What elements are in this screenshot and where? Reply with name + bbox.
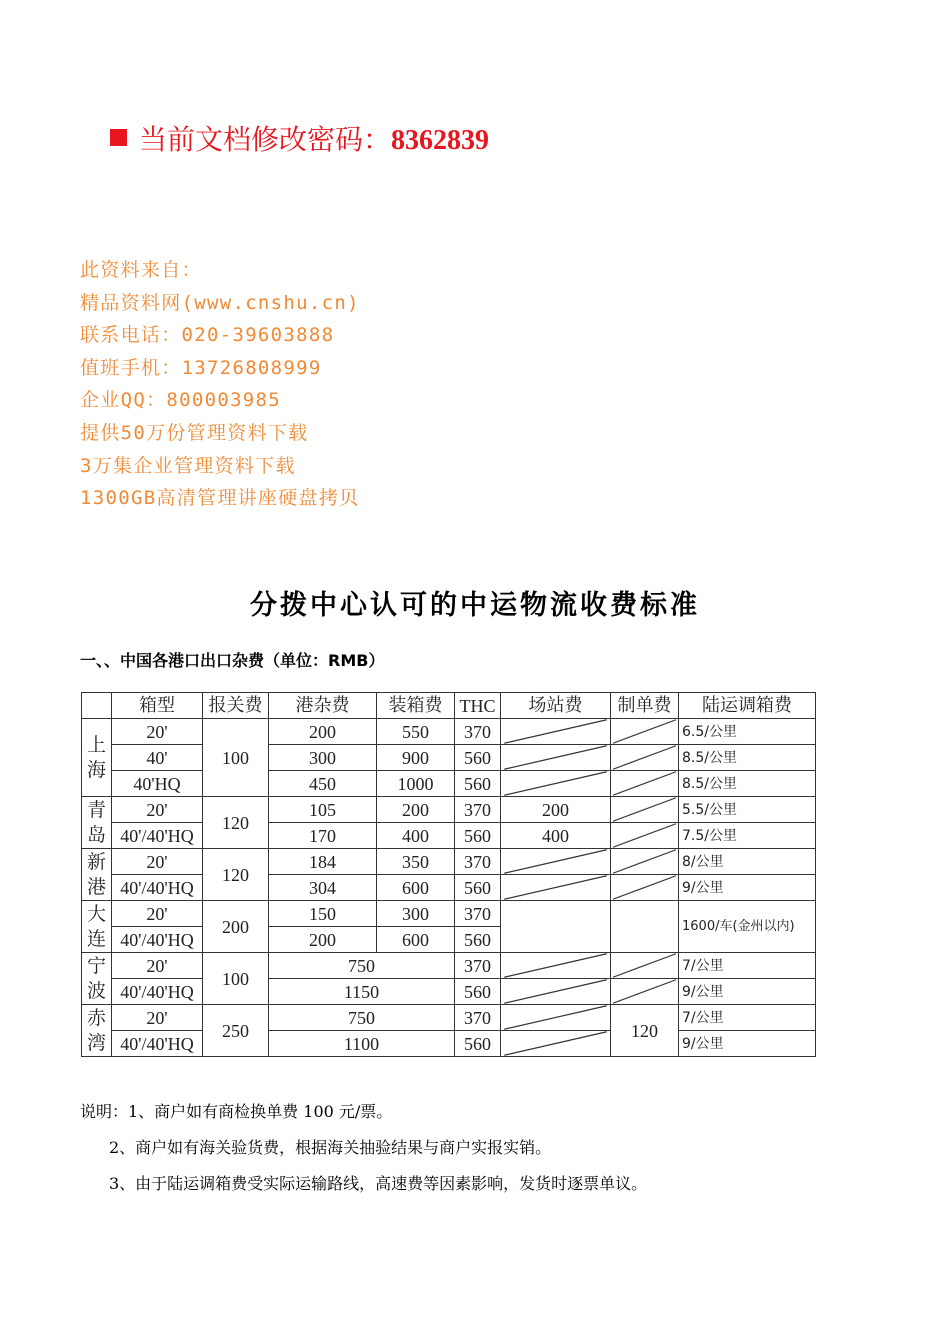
cell-land: 9/公里 — [679, 979, 816, 1005]
cell-land: 9/公里 — [679, 875, 816, 901]
cell-thc: 560 — [455, 875, 501, 901]
cell-packing: 900 — [377, 745, 455, 771]
cell-packing: 550 — [377, 719, 455, 745]
table-row — [82, 901, 816, 927]
note-line: 2、商户如有海关验货费，根据海关抽验结果与商户实报实销。 — [109, 1138, 552, 1157]
cell-combined-fee: 1100 — [269, 1031, 455, 1057]
cell-type: 40'/40'HQ — [112, 823, 203, 849]
cell-thc: 370 — [455, 1005, 501, 1031]
cell-land: 9/公里 — [679, 1031, 816, 1057]
notes — [80, 1094, 647, 1202]
document-title: 分拨中心认可的中运物流收费标准 — [250, 590, 700, 621]
cell-combined-fee: 1150 — [269, 979, 455, 1005]
table-row — [82, 1031, 816, 1057]
header-thc: THC — [455, 693, 501, 719]
cell-combined-fee: 750 — [269, 1005, 455, 1031]
cell-thc: 370 — [455, 901, 501, 927]
cell-land: 6.5/公里 — [679, 719, 816, 745]
fee-table — [81, 692, 816, 1057]
cell-type: 20' — [112, 849, 203, 875]
red-square-icon — [110, 129, 127, 146]
cell-port-fee: 105 — [269, 797, 377, 823]
diagonal-empty-cell — [611, 797, 679, 823]
note-line: 说明：1、商户如有商检换单费 100 元/票。 — [80, 1102, 393, 1121]
cell-land: 5.5/公里 — [679, 797, 816, 823]
cell-port-fee: 150 — [269, 901, 377, 927]
cell-packing: 200 — [377, 797, 455, 823]
cell-thc: 560 — [455, 823, 501, 849]
cell-thc: 560 — [455, 927, 501, 953]
cell-land: 7/公里 — [679, 1005, 816, 1031]
cell-customs: 100 — [203, 953, 269, 1005]
port-name-qingdao: 青岛 — [82, 797, 112, 849]
diagonal-empty-cell — [611, 719, 679, 745]
source-line: 3万集企业管理资料下载 — [80, 454, 296, 477]
source-line: 精品资料网(www.cnshu.cn) — [80, 291, 360, 314]
cell-type: 40'/40'HQ — [112, 927, 203, 953]
header-doc-fee: 制单费 — [611, 693, 679, 719]
diagonal-empty-cell — [611, 953, 679, 979]
table-row — [82, 979, 816, 1005]
password-label: 当前文档修改密码： — [139, 123, 392, 156]
diagonal-empty-cell — [611, 875, 679, 901]
source-info — [80, 254, 360, 515]
cell-customs: 200 — [203, 901, 269, 953]
source-line: 企业QQ：800003985 — [80, 389, 282, 412]
cell-type: 20' — [112, 953, 203, 979]
diagonal-empty-cell — [611, 771, 679, 797]
port-name-chiwan: 赤湾 — [82, 1005, 112, 1057]
header-station-fee: 场站费 — [501, 693, 611, 719]
diagonal-empty-cell — [501, 875, 611, 901]
cell-customs: 120 — [203, 849, 269, 901]
cell-thc: 370 — [455, 719, 501, 745]
cell-station: 400 — [501, 823, 611, 849]
password-code: 8362839 — [391, 125, 490, 156]
diagonal-empty-cell — [501, 771, 611, 797]
cell-type: 20' — [112, 901, 203, 927]
cell-type: 20' — [112, 719, 203, 745]
cell-customs: 100 — [203, 719, 269, 797]
cell-port-fee: 304 — [269, 875, 377, 901]
header-land-fee: 陆运调箱费 — [679, 693, 816, 719]
cell-type: 20' — [112, 1005, 203, 1031]
diagonal-empty-cell — [501, 1005, 611, 1031]
diagonal-empty-cell — [501, 719, 611, 745]
header-container-type: 箱型 — [112, 693, 203, 719]
source-line: 此资料来自： — [80, 259, 202, 281]
cell-packing: 600 — [377, 927, 455, 953]
cell-station: 200 — [501, 797, 611, 823]
table-row — [82, 771, 816, 797]
cell-land: 7.5/公里 — [679, 823, 816, 849]
cell-type: 40'/40'HQ — [112, 979, 203, 1005]
diagonal-empty-cell — [611, 979, 679, 1005]
table-row — [82, 849, 816, 875]
cell-packing: 300 — [377, 901, 455, 927]
source-line: 联系电话：020-39603888 — [80, 324, 335, 347]
cell-packing: 400 — [377, 823, 455, 849]
cell-packing: 600 — [377, 875, 455, 901]
cell-port-fee: 200 — [269, 719, 377, 745]
diagonal-empty-cell — [611, 823, 679, 849]
port-name-xingang: 新港 — [82, 849, 112, 901]
cell-type: 40'/40'HQ — [112, 875, 203, 901]
cell-thc: 370 — [455, 797, 501, 823]
cell-land: 8.5/公里 — [679, 771, 816, 797]
diagonal-empty-cell — [501, 953, 611, 979]
section-heading: 一、、中国各港口出口杂费（单位：RMB） — [80, 651, 385, 670]
cell-port-fee: 200 — [269, 927, 377, 953]
cell-combined-fee: 750 — [269, 953, 455, 979]
port-name-ningbo: 宁波 — [82, 953, 112, 1005]
table-header-row — [82, 693, 816, 719]
cell-thc: 560 — [455, 745, 501, 771]
cell-port-fee: 450 — [269, 771, 377, 797]
header-customs-fee: 报关费 — [203, 693, 269, 719]
cell-thc: 370 — [455, 953, 501, 979]
diagonal-empty-cell — [501, 1031, 611, 1057]
cell-type: 40'/40'HQ — [112, 1031, 203, 1057]
cell-packing: 1000 — [377, 771, 455, 797]
table-row — [82, 797, 816, 823]
cell-land: 8/公里 — [679, 849, 816, 875]
cell-port-fee: 300 — [269, 745, 377, 771]
cell-port-fee: 170 — [269, 823, 377, 849]
cell-customs: 250 — [203, 1005, 269, 1057]
note-line: 3、由于陆运调箱费受实际运输路线，高速费等因素影响，发货时逐票单议。 — [109, 1174, 648, 1193]
cell-station-empty — [501, 901, 611, 953]
diagonal-empty-cell — [611, 745, 679, 771]
diagonal-empty-cell — [501, 979, 611, 1005]
cell-thc: 560 — [455, 771, 501, 797]
port-name-shanghai: 上海 — [82, 719, 112, 797]
cell-type: 20' — [112, 797, 203, 823]
cell-thc: 560 — [455, 979, 501, 1005]
source-line: 提供50万份管理资料下载 — [80, 421, 309, 444]
cell-land: 1600/车(金州以内) — [679, 901, 816, 953]
cell-port-fee: 184 — [269, 849, 377, 875]
table-row — [82, 745, 816, 771]
diagonal-empty-cell — [501, 849, 611, 875]
header-packing-fee: 装箱费 — [377, 693, 455, 719]
cell-thc: 370 — [455, 849, 501, 875]
cell-land: 7/公里 — [679, 953, 816, 979]
password-notice — [110, 118, 489, 158]
source-line: 值班手机：13726808999 — [80, 356, 322, 379]
cell-type: 40' — [112, 745, 203, 771]
table-row — [82, 875, 816, 901]
header-blank — [82, 693, 112, 719]
source-line: 1300GB高清管理讲座硬盘拷贝 — [80, 487, 360, 510]
diagonal-empty-cell — [501, 745, 611, 771]
cell-customs: 120 — [203, 797, 269, 849]
cell-thc: 560 — [455, 1031, 501, 1057]
table-row — [82, 953, 816, 979]
cell-packing: 350 — [377, 849, 455, 875]
port-name-dalian: 大连 — [82, 901, 112, 953]
table-row — [82, 719, 816, 745]
header-port-fee: 港杂费 — [269, 693, 377, 719]
cell-doc-fee: 120 — [611, 1005, 679, 1057]
table-row — [82, 1005, 816, 1031]
cell-land: 8.5/公里 — [679, 745, 816, 771]
cell-type: 40'HQ — [112, 771, 203, 797]
diagonal-empty-cell — [611, 849, 679, 875]
table-row — [82, 823, 816, 849]
cell-doc-empty — [611, 901, 679, 953]
